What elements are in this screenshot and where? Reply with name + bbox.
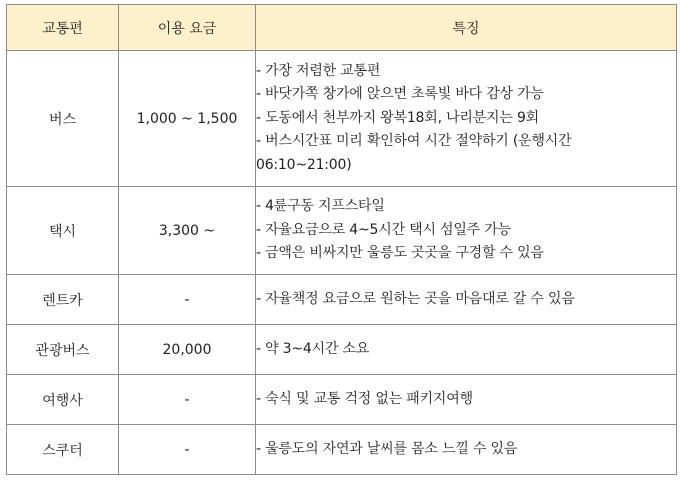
row-features-cell [256,187,677,275]
feature-line: - 4륜구동 지프스타일 [256,198,385,215]
row-features-cell [256,51,677,187]
row-features-cell [256,275,677,325]
table-row [7,425,677,475]
row-fare-cell: 20,000 [119,325,256,375]
row-mode-cell: 버스 [7,51,119,187]
feature-line: - 숙식 및 교통 걱정 없는 패키지여행 [256,390,473,407]
feature-line: - 바닷가쪽 창가에 앉으면 초록빛 바다 감상 가능 [256,86,544,103]
row-features-cell [256,375,677,425]
transport-table [6,4,677,475]
feature-line: - 자율요금으로 4~5시간 택시 섬일주 가능 [256,221,511,238]
feature-line: - 자율책정 요금으로 원하는 곳을 마음대로 갈 수 있음 [256,290,575,307]
row-mode-cell: 렌트카 [7,275,119,325]
table-row [7,325,677,375]
header-mode: 교통편 [7,5,119,51]
feature-line: - 울릉도의 자연과 날씨를 몸소 느낄 수 있음 [256,440,518,457]
feature-line: - 도동에서 천부까지 왕복18회, 나리분지는 9회 [256,109,539,126]
row-mode-cell: 여행사 [7,375,119,425]
table-header-row [7,5,677,51]
header-features: 특징 [256,5,677,51]
row-mode-cell: 스쿠터 [7,425,119,475]
row-features-cell [256,325,677,375]
row-mode-cell: 택시 [7,187,119,275]
row-mode-cell: 관광버스 [7,325,119,375]
row-fare-cell: 1,000 ~ 1,500 [119,51,256,187]
row-fare-cell: - [119,425,256,475]
table-row [7,187,677,275]
table-row [7,51,677,187]
feature-line: - 버스시간표 미리 확인하여 시간 절약하기 (운행시간 [256,133,572,150]
table-row [7,375,677,425]
feature-line: 06:10~21:00) [256,156,352,173]
row-features-cell [256,425,677,475]
header-fare: 이용 요금 [119,5,256,51]
row-fare-cell: - [119,275,256,325]
row-fare-cell: 3,300 ~ [119,187,256,275]
feature-line: - 약 3~4시간 소요 [256,340,370,357]
feature-line: - 금액은 비싸지만 울릉도 곳곳을 구경할 수 있음 [256,245,544,262]
row-fare-cell: - [119,375,256,425]
table-row [7,275,677,325]
feature-line: - 가장 저렴한 교통편 [256,62,381,79]
